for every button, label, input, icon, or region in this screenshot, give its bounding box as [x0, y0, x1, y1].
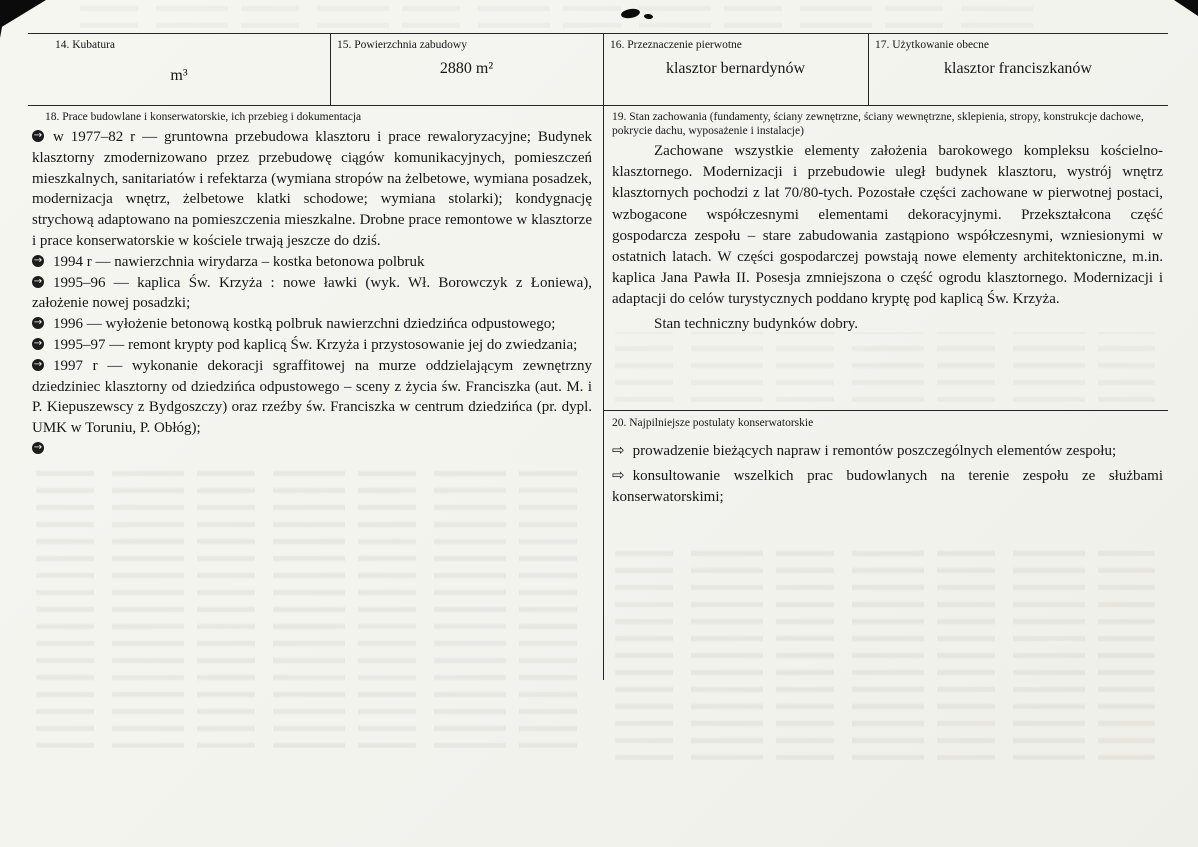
circled-arrow-bullet-icon — [32, 338, 44, 350]
list-item — [32, 314, 592, 335]
list-item — [32, 439, 592, 460]
section-18-items — [32, 127, 592, 460]
section-19-paragraph: Stan techniczny budynków dobry. — [654, 315, 858, 332]
section-19-stan-zachowania — [612, 110, 1163, 335]
field-label: 14. Kubatura — [55, 39, 116, 51]
circled-arrow-bullet-icon — [32, 276, 44, 288]
list-item — [32, 273, 592, 315]
section-divider — [603, 410, 1168, 411]
scan-artifact-smudge — [644, 14, 653, 20]
bleed-through-texture — [615, 545, 1155, 760]
field-powierzchnia-zabudowy — [330, 33, 603, 105]
field-label: 15. Powierzchnia zabudowy — [337, 39, 467, 51]
rightwards-white-arrow-icon: ⇨ — [612, 441, 625, 459]
section-20-label: 20. Najpilniejsze postulaty konserwatorskie — [612, 417, 814, 429]
field-value: 2880 m² — [439, 60, 494, 77]
column-divider — [603, 105, 604, 680]
field-label: 17. Użytkowanie obecne — [875, 39, 990, 51]
field-kubatura — [28, 33, 330, 105]
scan-artifact-smudge — [620, 7, 640, 19]
scan-artifact-corner — [1174, 0, 1198, 16]
list-item-text: 1996 — wyłożenie betonową kostką polbruk nawierzchni dziedzińca odpustowego; — [53, 316, 556, 333]
list-item-text: 1995–97 — remont krypty pod kaplicą Św. Krzyża i przystosowanie jej do zwiedzania; — [53, 336, 578, 353]
bleed-through-texture — [615, 332, 1155, 402]
list-item-text: prowadzenie bieżących napraw i remontów poszczególnych elementów zespołu; — [632, 443, 1117, 459]
circled-arrow-bullet-icon — [32, 442, 44, 454]
list-item — [32, 335, 592, 356]
list-item — [32, 356, 592, 439]
list-item-text: 1994 r — nawierzchnia wirydarza – kostka betonowa polbruk — [53, 253, 425, 270]
scan-artifact-corner — [0, 0, 46, 28]
field-value: m³ — [170, 67, 188, 84]
field-label: 16. Przeznaczenie pierwotne — [610, 39, 742, 51]
circled-arrow-bullet-icon — [32, 359, 44, 371]
bleed-through-texture — [80, 4, 1040, 28]
list-item — [612, 440, 1163, 463]
circled-arrow-bullet-icon — [32, 130, 44, 142]
section-20-postulaty — [612, 416, 1163, 509]
list-item-text: konsultowanie wszelkich prac budowlanych na terenie zespołu ze służbami konserwatorskimi; — [612, 467, 1163, 505]
circled-arrow-bullet-icon — [32, 255, 44, 267]
list-item-text: 1995–96 — kaplica Św. Krzyża : nowe ławki (wyk. Wł. Borowczyk z Łoniewa), założenie nowej posadzki; — [32, 274, 592, 312]
section-20-items — [612, 440, 1163, 509]
list-item — [32, 252, 592, 273]
section-19-label: 19. Stan zachowania (fundamenty, ściany zewnętrzne, ściany wewnętrzne, sklepienia, stropy, konstrukcje dachowe, pokrycie dachu, wyposażenie i instalacje) — [612, 111, 1144, 137]
field-uzytkowanie-obecne — [868, 33, 1168, 105]
table-border — [28, 105, 1168, 106]
section-18-label: 18. Prace budowlane i konserwatorskie, ich przebieg i dokumentacja — [45, 111, 362, 123]
circled-arrow-bullet-icon — [32, 317, 44, 329]
bleed-through-texture — [36, 468, 584, 748]
field-value: klasztor franciszkanów — [944, 60, 1092, 77]
section-18-prace-budowlane — [32, 110, 592, 460]
rightwards-white-arrow-icon: ⇨ — [612, 465, 625, 484]
header-fields-row — [28, 33, 1168, 105]
field-value: klasztor bernardynów — [665, 60, 806, 77]
list-item-text: 1997 r — wykonanie dekoracji sgraffitowej na murze oddzielającym zewnętrzny dziedziniec klasztorny od dziedzińca odpustowego – sceny z życia św. Franciszka (aut. M. i P. Kiepuszewscy z Bydgoszczy) oraz rzeźby św. Franciszka w centrum dziedzińca (pr. dypl. UMK w Toruniu, P. Obłóg); — [32, 357, 592, 437]
section-19-paragraph: Zachowane wszystkie elementy założenia barokowego kompleksu kościelno-klasztornego. Modernizacji i przebudowie uległ budynek klasztoru, wystrój wnętrz klasztornych pochodzi z lat 70/80-tych. Pozostałe części zachowane w pierwotnej postaci, wzbogacone współczesnymi elementami dekoracyjnymi. Przekształcona część gospodarcza zespołu – stare zabudowania zastąpiono współczesnymi, wzniesionymi w ostatnich latach. W części gospodarczej powstają nowe elementy architektoniczne, m.in. kaplica Jana Pawła II. Posesja zmniejszona o część ogrodu klasztornego. Modernizacji i adaptacji do celów turystycznych poddano kryptę pod kaplicą Św. Krzyża. — [612, 143, 1163, 308]
list-item — [32, 127, 592, 252]
list-item — [612, 465, 1163, 509]
field-przeznaczenie-pierwotne — [603, 33, 868, 105]
list-item-text: w 1977–82 r — gruntowna przebudowa klasztoru i prace rewaloryzacyjne; Budynek klasztorny zmodernizowano przez przebudowę ciągów komunikacyjnych, pomieszczeń mieszkalnych, sanitariatów i refektarza (wymiana stropów na żelbetowe, wymiana posadzek, modernizacja wnętrz, żelbetowe klatki schodowe; wymiana stolarki); kondygnację strychową adaptowano na pomieszczenia mieszkalne. Drobne prace remontowe w klasztorze i prace konserwatorskie w kościele trwają jeszcze do dziś. — [32, 129, 592, 249]
